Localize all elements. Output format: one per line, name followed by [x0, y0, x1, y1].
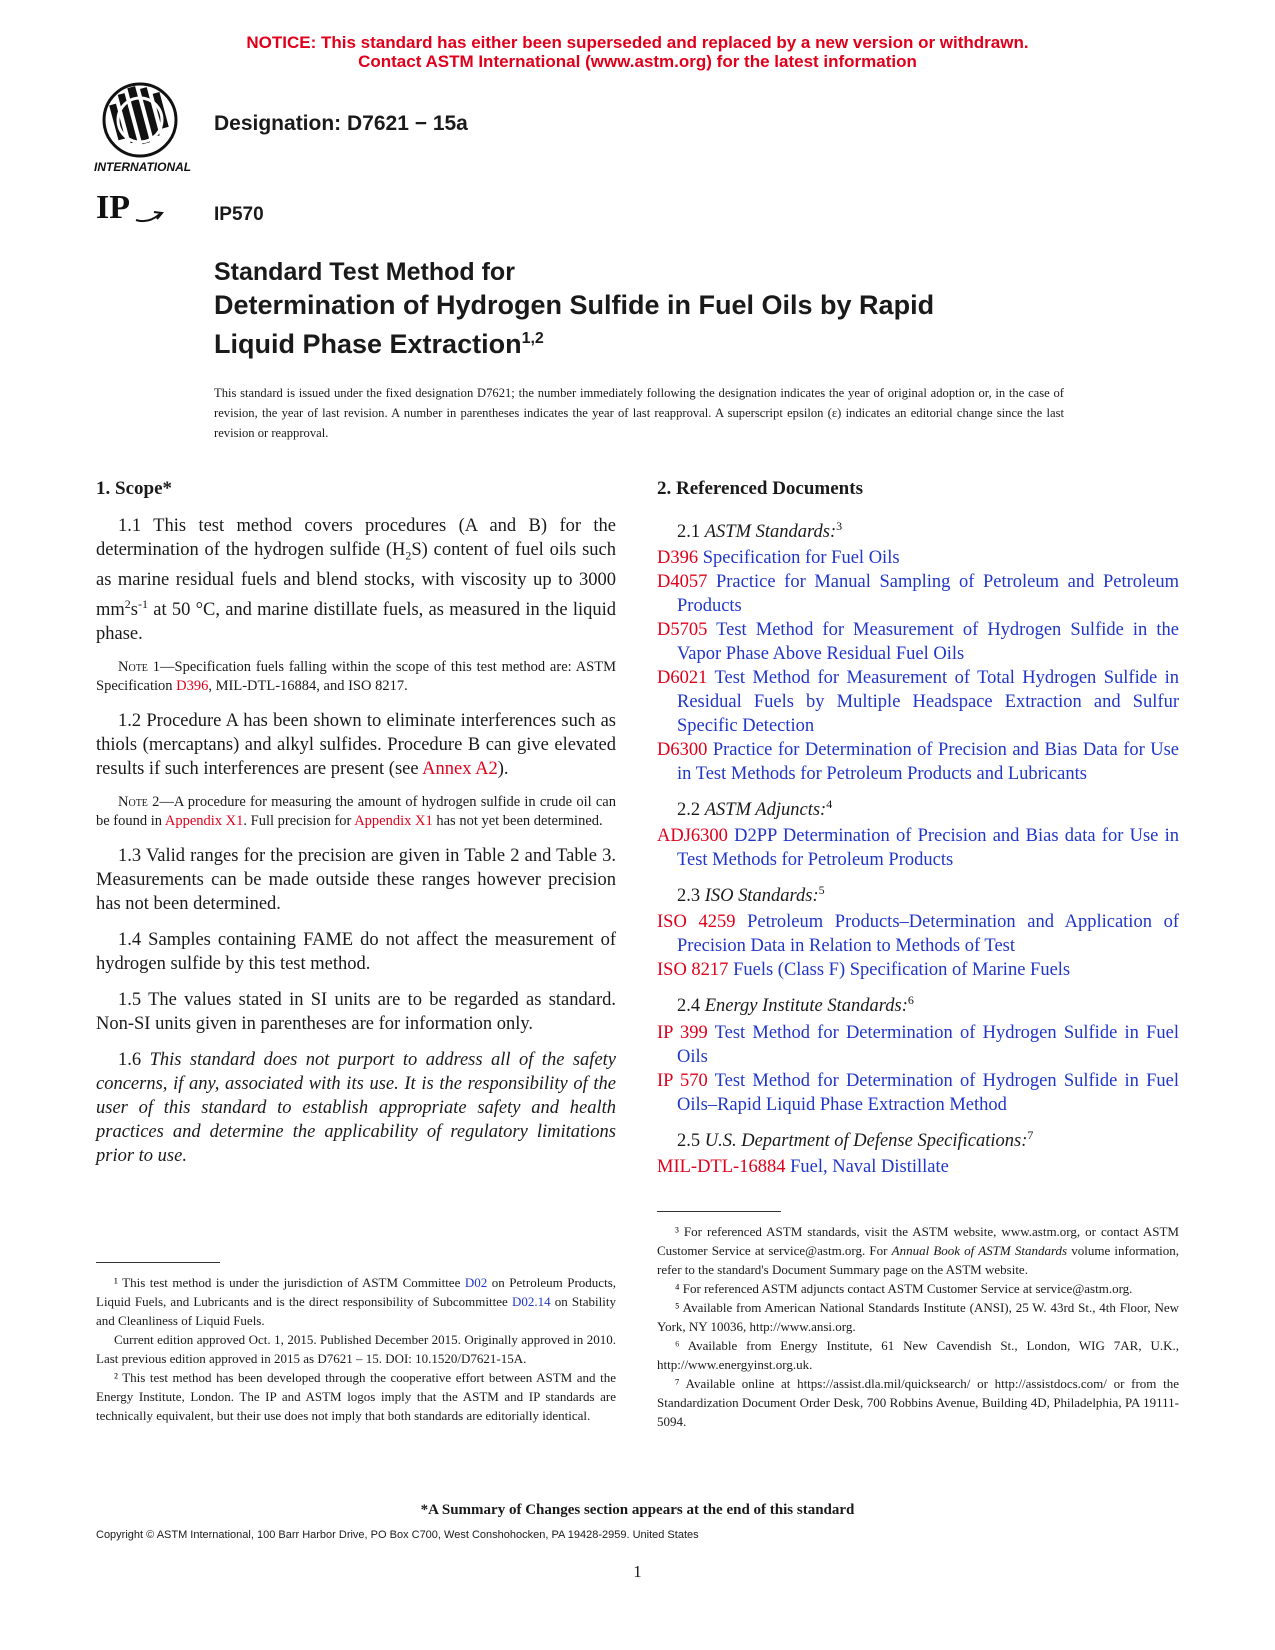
footnote-6: ⁶ Available from Energy Institute, 61 New Cavendish St., London, WIG 7AR, U.K., http://www.energyinst.org.uk.	[657, 1338, 1179, 1372]
iso-refs	[657, 910, 1179, 982]
scope-1-6: 1.6 This standard does not purport to address all of the safety concerns, if any, associated with its use. It is the responsibility of the user of this standard to establish appropriate safety and health practices and determine the applicability of regulatory limitations prior to use.	[96, 1049, 617, 1166]
footnote-1-edition: Current edition approved Oct. 1, 2015. Published December 2015. Originally approved in 2010. Last previous edition approved in 2015 as D7621 – 15. DOI: 10.1520/D7621-15A.	[96, 1332, 616, 1366]
reference-item[interactable]	[657, 824, 1179, 872]
title-footnote-ref: 1,2	[521, 330, 544, 347]
footnote-rule	[657, 1211, 781, 1212]
reference-code[interactable]: D6300	[657, 740, 708, 761]
title-line-3	[214, 322, 1074, 361]
footnote-rule	[96, 1262, 220, 1263]
reference-title[interactable]: Specification for Fuel Oils	[698, 548, 900, 569]
reference-title[interactable]: Fuel, Naval Distillate	[785, 1156, 949, 1177]
footnote-1: ¹ This test method is under the jurisdiction of ASTM Committee D02 on Petroleum Products, Liquid Fuels, and Lubricants and is the direct responsibility of Subcommittee D02.14 on Stability and Cleanliness of Liquid Fuels.	[96, 1275, 616, 1328]
ei-standards-label: 2.4 Energy Institute Standards:$^6$	[677, 993, 914, 1017]
reference-item[interactable]	[657, 958, 1179, 982]
reference-code[interactable]: ISO 4259	[657, 912, 736, 933]
footnote-5: ⁵ Available from American National Standards Institute (ANSI), 25 W. 43rd St., 4th Floor, New York, NY 10036, http://www.ansi.org.	[657, 1300, 1179, 1334]
link-appendix-x1-2[interactable]: Appendix X1	[354, 813, 433, 830]
ip-logo-text: IP	[96, 189, 130, 226]
scope-1-1: 1.1 This test method covers procedures (A and B) for the determination of the hydrogen sulfide $(H_2S)$ content of fuel oils such as marine residual fuels and blend stocks, with viscosity up to 3000 $mm^2s^{-1}$ at 50 °C, and marine distillate fuels, as measured in the liquid phase.	[96, 516, 616, 644]
reference-item[interactable]	[657, 1155, 1179, 1179]
refs-heading: 2. Referenced Documents	[657, 478, 863, 499]
footnote-2: ² This test method has been developed through the cooperative effort between ASTM and the Energy Institute, London. The IP and ASTM logos imply that the ASTM and IP standards are technically equivalent, but their use does not imply that both standards are editorially identical.	[96, 1370, 616, 1423]
link-d02-14[interactable]: D02.14	[511, 1294, 551, 1309]
reference-item[interactable]	[657, 910, 1179, 958]
reference-code[interactable]: ISO 8217	[657, 960, 729, 981]
reference-code[interactable]: ADJ6300	[657, 826, 728, 847]
title-line-2: Determination of Hydrogen Sulfide in Fuel Oils by Rapid	[214, 290, 935, 320]
reference-item[interactable]	[657, 618, 1179, 666]
scope-heading: 1. Scope*	[96, 478, 172, 499]
link-annex-a2[interactable]: Annex A2	[422, 758, 498, 779]
scope-1-2: 1.2 Procedure A has been shown to eliminate interferences such as thiols (mercaptans) and alkyl sulfides. Procedure B can give elevated results if such interferences are present (see Annex A2).	[96, 710, 616, 779]
logo-text: INTERNATIONAL	[94, 160, 192, 174]
ip-logo	[96, 188, 166, 226]
designation: Designation: D7621 − 15a	[214, 112, 468, 135]
summary-of-changes-note: *A Summary of Changes section appears at the end of this standard	[420, 1502, 855, 1518]
reference-code[interactable]: IP 570	[657, 1070, 708, 1091]
reference-title[interactable]: Practice for Determination of Precision and Bias Data for Use in Test Methods for Petroleum Products and Lubricants	[677, 740, 1179, 785]
title-line-1: Standard Test Method for	[214, 258, 515, 286]
reference-item[interactable]	[657, 666, 1179, 738]
link-d02[interactable]: D02	[464, 1275, 488, 1290]
astm-standards-label: 2.1 ASTM Standards:$^3$	[677, 519, 843, 543]
footnotes-left	[96, 1262, 616, 1425]
reference-title[interactable]: Test Method for Determination of Hydrogen Sulfide in Fuel Oils–Rapid Liquid Phase Extraction Method	[677, 1070, 1179, 1115]
reference-title[interactable]: D2PP Determination of Precision and Bias data for Use in Test Methods for Petroleum Products	[677, 826, 1179, 871]
astm-refs	[657, 546, 1179, 786]
reference-item[interactable]	[657, 570, 1179, 618]
reference-item[interactable]	[657, 1021, 1179, 1069]
iso-standards-label: 2.3 ISO Standards:$^5$	[677, 883, 825, 907]
footnote-3: ³ For referenced ASTM standards, visit the ASTM website, www.astm.org, or contact ASTM Customer Service at service@astm.org. For Annual Book of ASTM Standards volume information, refer to the standard's Document Summary page on the ASTM website.	[657, 1224, 1179, 1277]
ip-number: IP570	[214, 204, 264, 225]
reference-title[interactable]: Test Method for Determination of Hydrogen Sulfide in Fuel Oils	[677, 1022, 1179, 1067]
reference-title[interactable]: Practice for Manual Sampling of Petroleum and Petroleum Products	[677, 572, 1179, 617]
issuance-note: This standard is issued under the fixed designation D7621; the number immediately following the designation indicates the year of original adoption or, in the case of revision, the year of last revision. A number in parentheses indicates the year of last reapproval. A superscript epsilon (ε) indicates an editorial change since the last revision or reapproval.	[214, 386, 1064, 440]
title-line-3-text: Liquid Phase Extraction	[214, 329, 522, 359]
reference-title[interactable]: Test Method for Measurement of Hydrogen Sulfide in the Vapor Phase Above Residual Fuel Oils	[677, 620, 1179, 665]
notice-line-2: Contact ASTM International (www.astm.org) for the latest information	[358, 52, 917, 71]
reference-item[interactable]	[657, 738, 1179, 786]
reference-item[interactable]	[657, 1069, 1179, 1117]
ei-refs	[657, 1021, 1179, 1117]
dod-specs-label: 2.5 U.S. Department of Defense Specifications:$^7$	[677, 1127, 1034, 1151]
left-column	[96, 478, 616, 1180]
withdrawal-notice	[0, 33, 1275, 71]
astm-logo	[92, 80, 192, 175]
note-1: Note 1—Specification fuels falling within the scope of this test method are: ASTM Specification D396, MIL-DTL-16884, and ISO 8217.	[96, 658, 616, 695]
footnote-4: ⁴ For referenced ASTM adjuncts contact ASTM Customer Service at service@astm.org.	[675, 1281, 1133, 1296]
reference-title[interactable]: Petroleum Products–Determination and Application of Precision Data in Relation to Methods of Test	[677, 912, 1179, 957]
link-d396[interactable]: D396	[176, 678, 209, 695]
reference-code[interactable]: D4057	[657, 572, 708, 593]
scope-1-3: 1.3 Valid ranges for the precision are given in Table 2 and Table 3. Measurements can be made outside these ranges however precision has not been determined.	[96, 845, 616, 914]
dod-refs	[657, 1155, 1179, 1179]
copyright: Copyright © ASTM International, 100 Barr Harbor Drive, PO Box C700, West Conshohocken, PA 19428-2959. United States	[96, 1529, 699, 1541]
adjunct-refs	[657, 824, 1179, 872]
reference-code[interactable]: D396	[657, 548, 699, 569]
reference-code[interactable]: MIL-DTL-16884	[657, 1156, 786, 1177]
footnote-7: ⁷ Available online at https://assist.dla.mil/quicksearch/ or http://assistdocs.com/ or from the Standardization Document Order Desk, 700 Robbins Avenue, Building 4D, Philadelphia, PA 19111-5094.	[657, 1376, 1179, 1429]
document-title	[214, 256, 1074, 361]
scope-1-4: 1.4 Samples containing FAME do not affect the measurement of hydrogen sulfide by this test method.	[96, 929, 616, 974]
reference-code[interactable]: D6021	[657, 668, 708, 689]
scope-1-5: 1.5 The values stated in SI units are to be regarded as standard. Non-SI units given in parentheses are for information only.	[96, 989, 616, 1034]
reference-title[interactable]: Fuels (Class F) Specification of Marine Fuels	[728, 960, 1071, 981]
reference-item[interactable]	[657, 546, 1179, 570]
notice-line-1: NOTICE: This standard has either been superseded and replaced by a new version or withdrawn.	[246, 33, 1029, 52]
page-number: 1	[633, 1562, 642, 1581]
astm-adjuncts-label: 2.2 ASTM Adjuncts:$^4$	[677, 797, 833, 821]
right-column	[657, 478, 1179, 1179]
reference-code[interactable]: IP 399	[657, 1022, 708, 1043]
reference-code[interactable]: D5705	[657, 620, 708, 641]
reference-title[interactable]: Test Method for Measurement of Total Hydrogen Sulfide in Residual Fuels by Multiple Headspace Extraction and Sulfur Specific Detection	[677, 668, 1179, 737]
footnotes-right	[657, 1211, 1179, 1431]
note-2: Note 2—A procedure for measuring the amount of hydrogen sulfide in crude oil can be found in Appendix X1. Full precision for Appendix X1 has not yet been determined.	[96, 793, 616, 830]
link-appendix-x1[interactable]: Appendix X1	[164, 813, 244, 830]
